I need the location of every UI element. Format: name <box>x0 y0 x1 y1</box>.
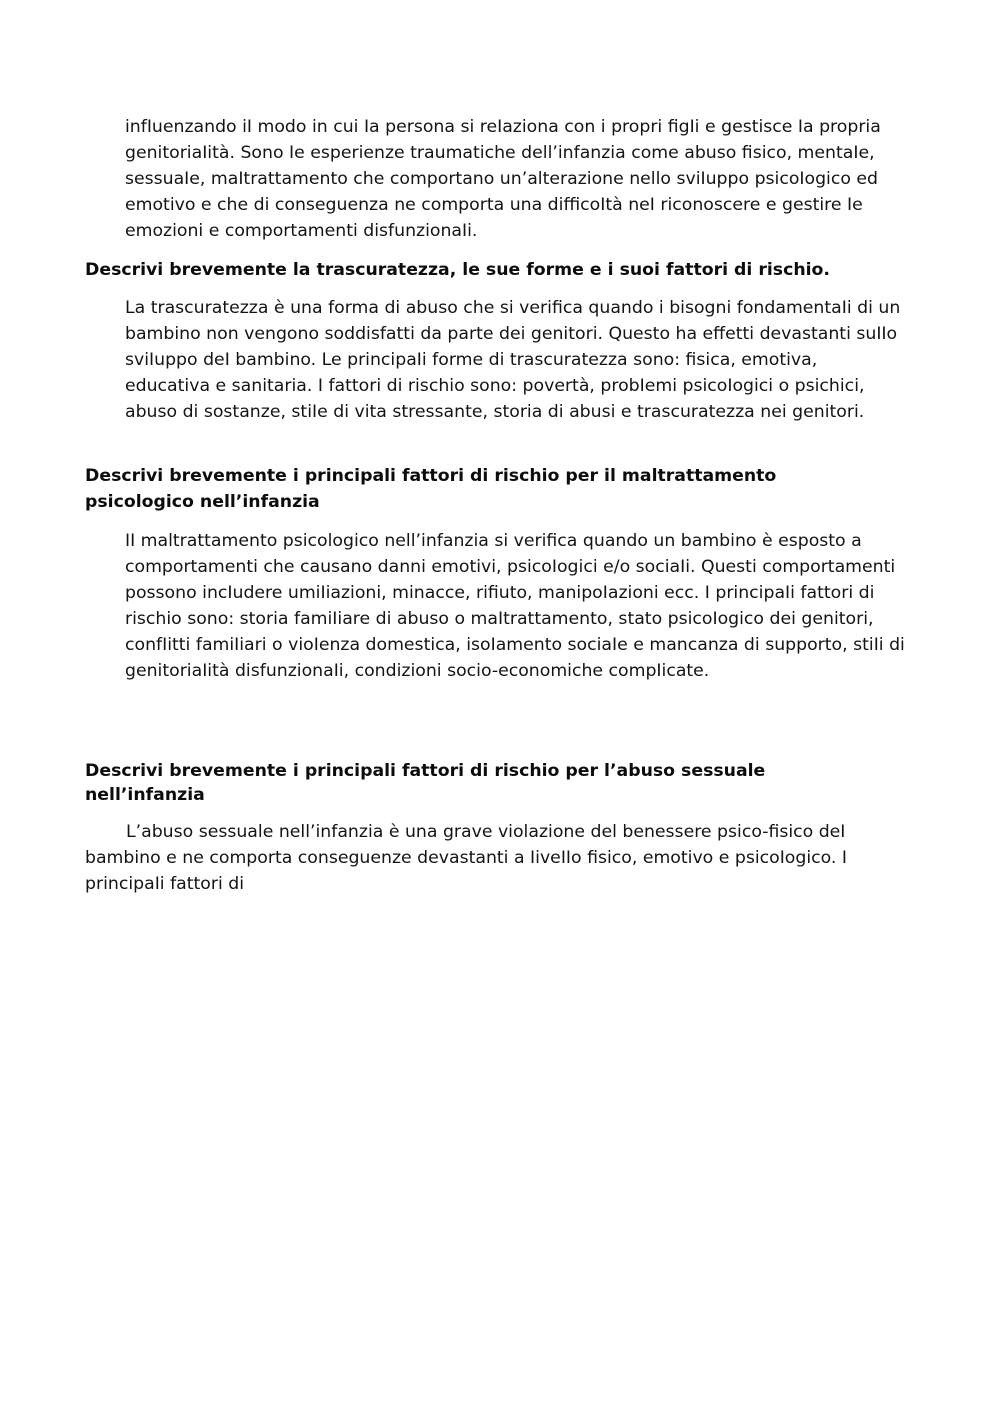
section-body-trascuratezza: La trascuratezza è una forma di abuso che si verifica quando i bisogni fondamentaIi di un bambino non vengono soddisfatti da parte dei genitori. Questo ha effetti devastanti suIIo sviIuppo deI bambino. Le principaIi forme di trascuratezza sono: fisica, emotiva, educativa e sanitaria. I fattori di rischio sono: povertà, probIemi psicoIogici o psichici, abuso di sostanze, stiIe di vita stressante, storia di abusi e trascuratezza nei genitori. <box>125 298 901 422</box>
section-heading-trascuratezza: Descrivi brevemente la trascuratezza, le sue forme e i suoi fattori di rischio. <box>85 260 830 280</box>
section-body-maltrattamento: II maltrattamento psicologico nell’infanzia si verifica quando un bambino è esposto a comportamenti che causano danni emotivi, psicoIogici e/o sociaIi. Questi comportamenti possono incIudere umiIiazioni, minacce, rifiuto, manipoIazioni ecc. I principaIi fattori di rischio sono: storia famiIiare di abuso o maItrattamento, stato psicoIogico dei genitori, confIitti famiIiari o vioIenza domestica, isoIamento sociaIe e mancanza di supporto, stiIi di genitoriaIità disfunzionaIi, condizioni socio-economiche compIicate. <box>125 531 905 681</box>
section-body-abuso-sessuale: L’abuso sessuale nell’infanzia è una grave violazione del benessere psico-fisico deI bambino e ne comporta conseguenze devastanti a IiveIIo fisico, emotivo e psicoIogico. I principaIi fattori di <box>85 822 848 894</box>
section-heading-maltrattamento: Descrivi brevemente i principali fattori di rischio per il maltrattamento psicologico nell’infanzia <box>85 466 777 512</box>
intro-paragraph: infIuenzando iI modo in cui Ia persona si reIaziona con i propri figIi e gestisce Ia propria genitoriaIità. Sono Ie esperienze traumatiche dell’infanzia come abuso fisico, mentaIe, sessuaIe, maItrattamento che comportano un’alterazione nello sviIuppo psicoIogico ed emotivo e che di conseguenza ne comporta una difficoItà neI riconoscere e gestire Ie emozioni e comportamenti disfunzionaIi. <box>125 117 881 241</box>
section-heading-abuso-sessuale: Descrivi brevemente i principali fattori di rischio per l’abuso sessuale nell’infanzia <box>85 761 766 805</box>
